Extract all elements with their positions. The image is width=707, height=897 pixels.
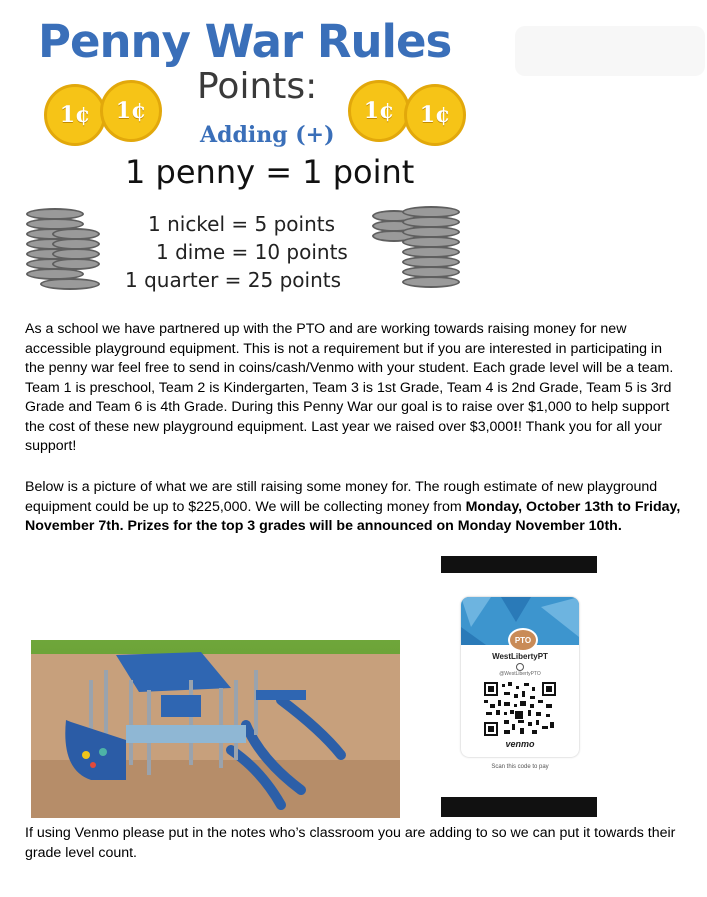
coin-icon: 1¢ [348, 80, 410, 142]
coin-stack-icon [372, 206, 467, 296]
venmo-circle-icon [516, 663, 524, 671]
venmo-logo: venmo [505, 739, 535, 749]
intro-text: As a school we have partnered up with the PTO and are working towards raising money for new accessible playground equipment. This is not a requirement but if you are interested in participating in the penny war feel free to send in coins/cash/Venmo with your student. Each grade level will be a team. Team 1 is preschool, Team 2 is Kindergarten, Team 3 is 1st Grade, Team 4 is 2nd Grade, Team 5 is 3rd Grade and Team 6 is 4th Grade. During this Penny War our goal is to raise over $1,000 to help support the cost of these new playground equipment. Last year we raised over $3,000 [25, 321, 674, 435]
dates-bold-text: Monday, October 13th to Friday, November 7th. Prizes for the top 3 grades will be announced on Monday November 10th. [25, 498, 681, 534]
coin-icon: 1¢ [404, 84, 466, 146]
intro-bold: ! [513, 418, 518, 435]
penny-rule: 1 penny = 1 point [125, 153, 415, 191]
redaction-bar [441, 797, 597, 817]
thanks-text: ! Thank you for all your support! [25, 418, 662, 454]
coin-icon: 1¢ [100, 80, 162, 142]
quarter-rule: 1 quarter = 25 points [125, 268, 342, 292]
pto-badge: PTO [508, 628, 538, 652]
adding-label: Adding (+) [200, 122, 335, 148]
venmo-qr-code[interactable] [484, 682, 556, 736]
details-paragraph [25, 478, 685, 537]
venmo-name: WestLibertyPT [492, 652, 548, 661]
points-heading: Points: [197, 66, 318, 107]
banner-title: Penny War Rules [38, 15, 452, 68]
venmo-handle: @WestLibertyPTO [499, 671, 541, 677]
coin-stack-icon [26, 206, 116, 296]
coin-icon: 1¢ [44, 84, 106, 146]
nickel-rule: 1 nickel = 5 points [148, 212, 336, 236]
venmo-card [461, 597, 579, 757]
redaction-bar [441, 556, 597, 573]
details-text: Below is a picture of what we are still raising some money for. The rough estimate of new playground equipment could be up to $225,000. We will be collecting money from [25, 479, 658, 515]
venmo-caption: Scan this code to pay [491, 764, 549, 770]
playground-image [31, 640, 400, 818]
footer-note: If using Venmo please put in the notes who’s classroom you are adding to so we can put it towards their grade level count. [25, 825, 676, 861]
dime-rule: 1 dime = 10 points [156, 240, 348, 264]
intro-paragraph [25, 320, 685, 457]
blurred-region [515, 26, 705, 76]
